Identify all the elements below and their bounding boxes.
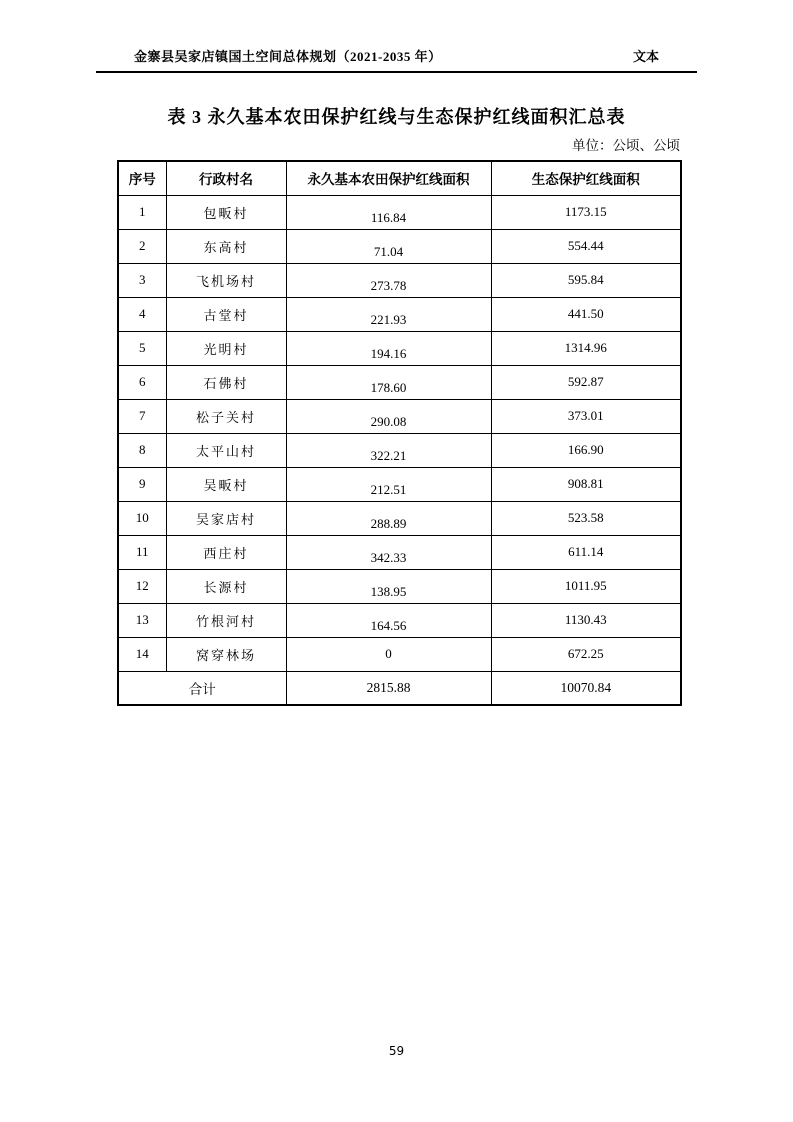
column-header-village: 行政村名	[166, 161, 286, 195]
row-no: 6	[118, 365, 166, 399]
village-name: 飞机场村	[166, 263, 286, 297]
eco-area: 523.58	[491, 501, 681, 535]
eco-area: 1011.95	[491, 569, 681, 603]
table-row	[118, 535, 681, 569]
eco-area: 592.87	[491, 365, 681, 399]
column-header-no: 序号	[118, 161, 166, 195]
document-title-running-head: 金寨县吴家店镇国土空间总体规划（2021-2035 年）	[134, 49, 442, 64]
table-row	[118, 297, 681, 331]
unit-note: 单位：公顷、公顷	[572, 138, 680, 153]
village-name: 竹根河村	[166, 603, 286, 637]
farmland-area: 273.78	[286, 263, 491, 297]
eco-area: 373.01	[491, 399, 681, 433]
farmland-area: 322.21	[286, 433, 491, 467]
farmland-area: 0	[286, 637, 491, 671]
village-name: 古堂村	[166, 297, 286, 331]
row-no: 14	[118, 637, 166, 671]
table-header-row	[118, 161, 681, 195]
village-name: 包畈村	[166, 195, 286, 229]
village-name: 窝穿林场	[166, 637, 286, 671]
table-row	[118, 229, 681, 263]
eco-area: 441.50	[491, 297, 681, 331]
table-title: 表 3 永久基本农田保护红线与生态保护红线面积汇总表	[167, 107, 626, 127]
total-farmland-area: 2815.88	[286, 671, 491, 705]
farmland-area: 342.33	[286, 535, 491, 569]
village-name: 吴畈村	[166, 467, 286, 501]
eco-area: 1173.15	[491, 195, 681, 229]
table-row	[118, 637, 681, 671]
farmland-area: 138.95	[286, 569, 491, 603]
row-no: 3	[118, 263, 166, 297]
row-no: 4	[118, 297, 166, 331]
table-row	[118, 467, 681, 501]
table-row	[118, 263, 681, 297]
row-no: 7	[118, 399, 166, 433]
village-name: 石佛村	[166, 365, 286, 399]
table-row	[118, 569, 681, 603]
farmland-area: 290.08	[286, 399, 491, 433]
farmland-area: 194.16	[286, 331, 491, 365]
village-name: 长源村	[166, 569, 286, 603]
page-number: 59	[388, 1044, 405, 1058]
eco-area: 908.81	[491, 467, 681, 501]
table-row	[118, 501, 681, 535]
village-name: 太平山村	[166, 433, 286, 467]
table-row	[118, 399, 681, 433]
table-row	[118, 195, 681, 229]
row-no: 9	[118, 467, 166, 501]
farmland-area: 71.04	[286, 229, 491, 263]
row-no: 12	[118, 569, 166, 603]
document-type-label: 文本	[632, 49, 659, 64]
farmland-area: 164.56	[286, 603, 491, 637]
village-name: 吴家店村	[166, 501, 286, 535]
farmland-area: 178.60	[286, 365, 491, 399]
row-no: 8	[118, 433, 166, 467]
eco-area: 595.84	[491, 263, 681, 297]
eco-area: 672.25	[491, 637, 681, 671]
area-summary-table	[117, 160, 682, 706]
column-header-eco: 生态保护红线面积	[491, 161, 681, 195]
eco-area: 166.90	[491, 433, 681, 467]
village-name: 光明村	[166, 331, 286, 365]
row-no: 1	[118, 195, 166, 229]
table-row	[118, 331, 681, 365]
eco-area: 1130.43	[491, 603, 681, 637]
table-total-row	[118, 671, 681, 705]
page-header	[96, 46, 697, 73]
row-no: 11	[118, 535, 166, 569]
farmland-area: 116.84	[286, 195, 491, 229]
table-row	[118, 365, 681, 399]
table-row	[118, 433, 681, 467]
farmland-area: 221.93	[286, 297, 491, 331]
row-no: 13	[118, 603, 166, 637]
farmland-area: 288.89	[286, 501, 491, 535]
column-header-farmland: 永久基本农田保护红线面积	[286, 161, 491, 195]
table-row	[118, 603, 681, 637]
eco-area: 554.44	[491, 229, 681, 263]
total-label: 合计	[118, 671, 286, 705]
total-eco-area: 10070.84	[491, 671, 681, 705]
village-name: 松子关村	[166, 399, 286, 433]
row-no: 10	[118, 501, 166, 535]
eco-area: 1314.96	[491, 331, 681, 365]
village-name: 西庄村	[166, 535, 286, 569]
farmland-area: 212.51	[286, 467, 491, 501]
village-name: 东高村	[166, 229, 286, 263]
row-no: 5	[118, 331, 166, 365]
eco-area: 611.14	[491, 535, 681, 569]
row-no: 2	[118, 229, 166, 263]
